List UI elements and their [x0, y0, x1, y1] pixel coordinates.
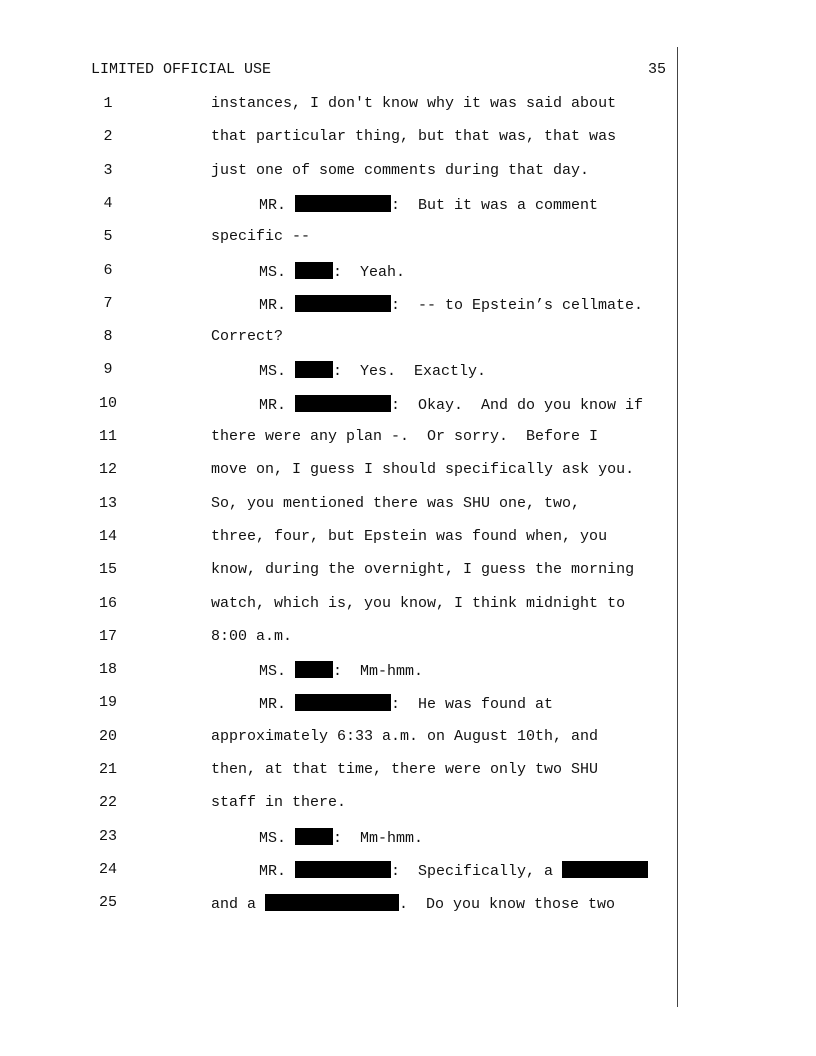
line-number: 5	[103, 228, 113, 246]
redaction-box	[295, 262, 333, 279]
text-run: : Specifically, a	[391, 862, 563, 880]
redaction-box	[295, 361, 333, 378]
line-number: 17	[98, 627, 117, 645]
line-text	[259, 195, 598, 214]
line-text	[211, 428, 598, 445]
text-run: : He was found at	[391, 696, 554, 714]
text-run: instances, I don't know why it was said about	[211, 95, 617, 112]
line-number: 21	[98, 761, 117, 778]
redaction-box	[295, 195, 391, 212]
line-number: 12	[98, 461, 117, 479]
line-text	[259, 828, 423, 847]
text-run: Correct?	[211, 328, 284, 346]
line-number: 7	[103, 294, 113, 312]
redaction-box	[265, 894, 399, 911]
text-run: watch, which is, you know, I think midnight to	[211, 594, 626, 612]
text-run: know, during the overnight, I guess the morning	[211, 561, 635, 579]
text-run: MS.	[259, 363, 296, 381]
line-number: 1	[103, 95, 113, 112]
line-text	[259, 694, 553, 713]
line-number: 16	[98, 594, 117, 612]
line-text	[211, 561, 634, 578]
line-number: 13	[98, 494, 117, 512]
line-text	[259, 262, 405, 281]
line-text	[211, 228, 310, 245]
line-text	[211, 728, 598, 745]
line-text	[259, 661, 423, 680]
text-run: move on, I guess I should specifically ask you.	[211, 461, 635, 479]
text-run: 8:00 a.m.	[211, 627, 293, 645]
line-text	[259, 395, 643, 414]
line-number: 6	[103, 261, 113, 279]
text-run: MR.	[259, 296, 296, 314]
text-run: : -- to Epstein’s cellmate.	[391, 296, 644, 314]
text-run: MS.	[259, 663, 296, 681]
text-run: MR.	[259, 862, 296, 880]
redaction-box	[295, 661, 333, 678]
line-text	[211, 595, 625, 612]
line-text	[211, 95, 616, 112]
page-number: 35	[648, 61, 667, 78]
text-run: MR.	[259, 396, 296, 414]
text-run: approximately 6:33 a.m. on August 10th, and	[211, 727, 599, 745]
text-run: So, you mentioned there was SHU one, two,	[211, 494, 581, 512]
line-text	[259, 861, 648, 880]
redaction-box	[295, 828, 333, 845]
line-number: 11	[98, 428, 117, 445]
line-text	[211, 761, 598, 778]
line-number: 3	[103, 161, 113, 179]
line-number: 24	[98, 860, 117, 878]
line-text	[211, 328, 283, 345]
text-run: : Okay. And do you know if	[391, 396, 644, 414]
redaction-box	[295, 395, 391, 412]
line-number: 8	[103, 328, 113, 346]
line-number: 4	[103, 194, 113, 212]
line-number: 9	[103, 361, 113, 379]
text-run: . Do you know those two	[399, 896, 616, 914]
line-text	[211, 162, 589, 179]
line-text	[211, 528, 607, 545]
line-text	[211, 628, 292, 645]
line-number: 20	[98, 727, 117, 745]
line-text	[211, 894, 615, 913]
line-text	[211, 461, 634, 478]
text-run: MR.	[259, 196, 296, 214]
text-run: MS.	[259, 263, 296, 281]
text-run: : Mm-hmm.	[333, 829, 424, 847]
line-number: 15	[98, 561, 117, 579]
line-number: 19	[98, 694, 117, 712]
text-run: and a	[211, 896, 266, 914]
text-run: then, at that time, there were only two SHU	[211, 761, 599, 778]
text-run: there were any plan -. Or sorry. Before I	[211, 428, 599, 445]
text-run: : But it was a comment	[391, 196, 599, 214]
line-number: 23	[98, 827, 117, 845]
redaction-box	[295, 694, 391, 711]
text-run: : Mm-hmm.	[333, 663, 424, 681]
text-run: just one of some comments during that day.	[211, 161, 590, 179]
line-number: 14	[98, 527, 117, 545]
line-number: 25	[98, 894, 117, 912]
line-number: 22	[98, 794, 117, 812]
text-run: that particular thing, but that was, that was	[211, 128, 617, 146]
line-text	[211, 128, 616, 145]
line-text	[259, 295, 643, 314]
line-text	[211, 794, 346, 811]
text-run: MR.	[259, 696, 296, 714]
line-text	[259, 361, 486, 380]
right-margin-rule	[677, 47, 678, 1007]
text-run: specific --	[211, 228, 311, 246]
classification-header: LIMITED OFFICIAL USE	[91, 61, 272, 78]
redaction-box	[562, 861, 648, 878]
redaction-box	[295, 861, 391, 878]
redaction-box	[295, 295, 391, 312]
text-run: three, four, but Epstein was found when, you	[211, 527, 608, 545]
text-run: staff in there.	[211, 794, 347, 812]
line-number: 18	[98, 661, 117, 679]
line-text	[211, 495, 580, 512]
line-number: 2	[103, 128, 113, 146]
text-run: : Yes. Exactly.	[333, 363, 487, 381]
text-run: : Yeah.	[333, 263, 406, 281]
text-run: MS.	[259, 829, 296, 847]
line-number: 10	[98, 394, 117, 412]
